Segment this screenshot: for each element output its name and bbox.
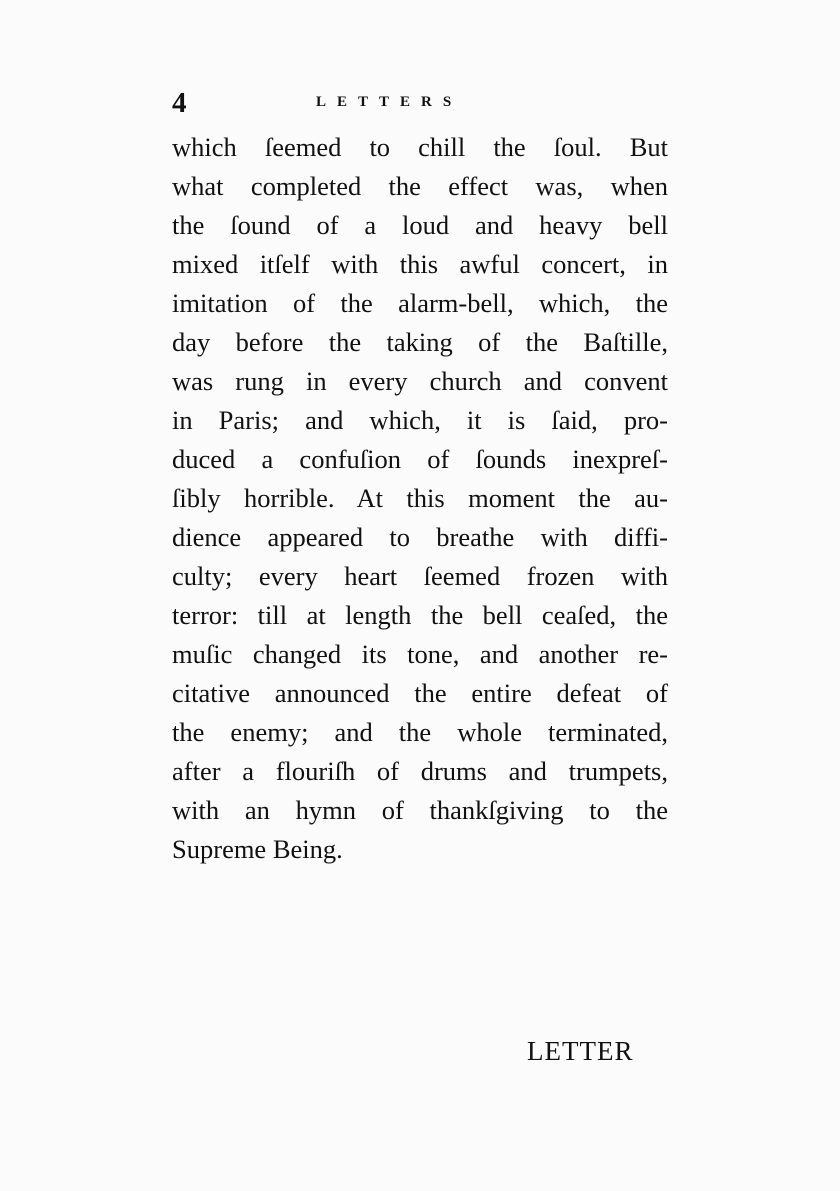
- text-line: ſibly horrible. At this moment the au-: [172, 483, 668, 513]
- text-line: after a flouriſh of drums and trumpets,: [172, 756, 668, 786]
- text-line: with an hymn of thankſgiving to the: [172, 795, 668, 825]
- body-text: [172, 128, 668, 869]
- text-line: mixed itſelf with this awful concert, in: [172, 249, 668, 279]
- text-line: which ſeemed to chill the ſoul. But: [172, 132, 668, 162]
- text-line: muſic changed its tone, and another re-: [172, 639, 668, 669]
- text-line-last: Supreme Being.: [172, 834, 343, 864]
- text-line: in Paris; and which, it is ſaid, pro-: [172, 405, 668, 435]
- text-line: dience appeared to breathe with diffi-: [172, 522, 668, 552]
- text-line: culty; every heart ſeemed frozen with: [172, 561, 668, 591]
- text-line: terror: till at length the bell ceaſed, the: [172, 600, 668, 630]
- running-head: LETTERS: [316, 94, 463, 110]
- text-line: imitation of the alarm-bell, which, the: [172, 288, 668, 318]
- text-line: the ſound of a loud and heavy bell: [172, 210, 668, 240]
- text-line: citative announced the entire defeat of: [172, 678, 668, 708]
- page-header: [172, 86, 672, 120]
- catchword: LETTER: [527, 1036, 634, 1066]
- text-line: what completed the effect was, when: [172, 171, 668, 201]
- text-line: day before the taking of the Baſtille,: [172, 327, 668, 357]
- text-line: was rung in every church and convent: [172, 366, 668, 396]
- text-line: duced a confuſion of ſounds inexpreſ-: [172, 444, 668, 474]
- text-line: the enemy; and the whole terminated,: [172, 717, 668, 747]
- page-number: 4: [172, 87, 187, 119]
